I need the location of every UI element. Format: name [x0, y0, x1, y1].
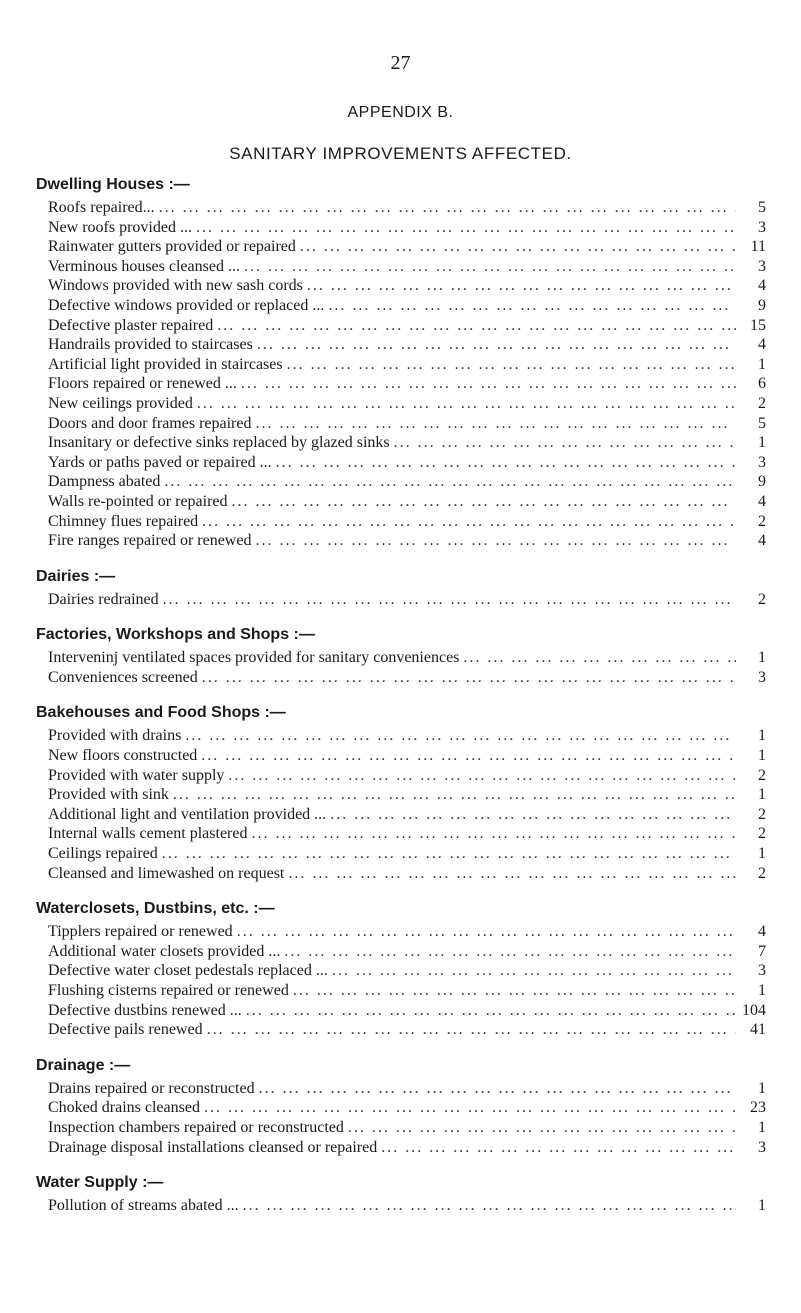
item-label: New ceilings provided: [48, 394, 193, 412]
list-item: [48, 531, 766, 551]
dot-leader: [162, 844, 736, 864]
item-label: Provided with drains: [48, 727, 182, 745]
dot-leader: [330, 805, 736, 825]
item-label: Verminous houses cleansed ...: [48, 257, 240, 275]
dot-leader: [243, 1196, 736, 1216]
list-item: [48, 766, 766, 786]
dot-leader: [173, 785, 736, 805]
item-count: 9: [758, 296, 766, 314]
item-label: Insanitary or defective sinks replaced by glazed sinks: [48, 434, 390, 452]
item-count: 1: [758, 355, 766, 373]
section-heading: Dwelling Houses :—: [36, 176, 190, 193]
item-label: Internal walls cement plastered: [48, 825, 248, 843]
item-label: Defective plaster repaired: [48, 316, 214, 334]
item-count: 4: [758, 336, 766, 354]
item-label: Windows provided with new sash cords: [48, 277, 303, 295]
item-label: Provided with sink: [48, 786, 169, 804]
item-label: Roofs repaired...: [48, 199, 155, 216]
item-label: Conveniences screened: [48, 668, 198, 686]
dot-leader: [204, 1098, 736, 1118]
item-count: 2: [758, 825, 766, 843]
section: [36, 700, 766, 883]
item-count: 4: [758, 277, 766, 295]
item-label: Fire ranges repaired or renewed: [48, 532, 252, 550]
list-item: [48, 433, 766, 453]
appendix-heading: APPENDIX B.: [347, 104, 454, 121]
item-label: Choked drains cleansed: [48, 1099, 200, 1117]
item-count: 7: [758, 942, 766, 960]
list-item: [48, 374, 766, 394]
dot-leader: [255, 531, 736, 551]
item-count: 4: [758, 923, 766, 941]
list-item: [48, 981, 766, 1001]
list-item: [48, 237, 766, 257]
dot-leader: [202, 668, 736, 688]
list-item: [48, 1001, 766, 1021]
item-count: 2: [758, 766, 766, 784]
item-label: Inspection chambers repaired or reconstructed: [48, 1118, 344, 1136]
item-count: 1: [758, 1197, 766, 1215]
item-label: Handrails provided to staircases: [48, 336, 253, 354]
item-label: Defective windows provided or replaced ...: [48, 296, 325, 314]
dot-leader: [255, 414, 736, 434]
item-label: Walls re-pointed or repaired: [48, 492, 228, 510]
item-count: 2: [758, 805, 766, 823]
item-label: Floors repaired or renewed ...: [48, 375, 237, 393]
dot-leader: [332, 961, 736, 981]
dot-leader: [293, 981, 736, 1001]
dot-leader: [381, 1138, 736, 1158]
list-item: [48, 844, 766, 864]
list-item: [48, 590, 766, 610]
item-label: Cleansed and limewashed on request: [48, 864, 285, 882]
section-heading: Factories, Workshops and Shops :—: [36, 626, 315, 644]
item-count: 4: [758, 492, 766, 510]
dot-leader: [284, 942, 736, 962]
item-label: Tipplers repaired or renewed: [48, 923, 233, 941]
item-count: 3: [758, 962, 766, 980]
dot-leader: [463, 648, 736, 668]
item-label: Additional water closets provided ...: [48, 942, 281, 960]
item-count: 6: [758, 375, 766, 393]
dot-leader: [276, 453, 736, 473]
section: [36, 622, 766, 687]
dot-leader: [307, 276, 736, 296]
list-item: [48, 1079, 766, 1099]
list-item: [48, 257, 766, 277]
dot-leader: [300, 237, 736, 257]
section: [36, 1170, 766, 1216]
list-item: [48, 1020, 766, 1040]
list-item: [48, 276, 766, 296]
item-count: 2: [758, 394, 766, 412]
item-label: Flushing cisterns repaired or renewed: [48, 982, 289, 999]
list-item: [48, 1118, 766, 1138]
item-count: 3: [758, 1138, 766, 1156]
dot-leader: [288, 864, 736, 884]
dot-leader: [257, 335, 736, 355]
list-item: [48, 335, 766, 355]
dot-leader: [201, 746, 736, 766]
item-label: Pollution of streams abated ...: [48, 1197, 239, 1215]
improvements-list: [36, 172, 766, 1229]
list-item: [48, 1098, 766, 1118]
item-label: Rainwater gutters provided or repaired: [48, 238, 296, 256]
list-item: [48, 512, 766, 532]
list-item: [48, 648, 766, 668]
item-count: 9: [758, 473, 766, 491]
item-label: Defective pails renewed: [48, 1021, 203, 1039]
item-count: 2: [758, 864, 766, 882]
list-item: [48, 1138, 766, 1158]
list-item: [48, 1196, 766, 1216]
item-count: 3: [758, 668, 766, 686]
dot-leader: [246, 1001, 736, 1021]
page-title: SANITARY IMPROVEMENTS AFFECTED.: [229, 144, 572, 163]
dot-leader: [328, 296, 736, 316]
item-label: Dampness abated: [48, 473, 161, 491]
list-item: [48, 961, 766, 981]
list-item: [48, 824, 766, 844]
dot-leader: [241, 374, 736, 394]
list-item: [48, 726, 766, 746]
item-label: New floors constructed: [48, 747, 198, 765]
list-item: [48, 355, 766, 375]
list-item: [48, 746, 766, 766]
item-label: New roofs provided ...: [48, 218, 192, 236]
dot-leader: [232, 492, 736, 512]
item-label: Provided with water supply: [48, 766, 225, 784]
section-heading: Water Supply :—: [36, 1174, 164, 1192]
list-item: [48, 453, 766, 473]
dot-leader: [348, 1118, 736, 1138]
list-item: [48, 414, 766, 434]
page-number: 27: [390, 52, 411, 74]
list-item: [48, 316, 766, 336]
dot-leader: [394, 433, 736, 453]
list-item: [48, 864, 766, 884]
dot-leader: [163, 590, 736, 610]
list-item: [48, 296, 766, 316]
dot-leader: [237, 922, 736, 942]
item-label: Ceilings repaired: [48, 845, 158, 863]
list-item: [48, 492, 766, 512]
item-label: Yards or paths paved or repaired ...: [48, 453, 272, 471]
section: [36, 172, 766, 551]
list-item: [48, 942, 766, 962]
item-count: 1: [758, 747, 766, 765]
item-count: 1: [758, 649, 766, 667]
item-count: 23: [750, 1099, 766, 1117]
list-item: [48, 805, 766, 825]
item-count: 1: [758, 727, 766, 745]
item-count: 3: [758, 218, 766, 236]
dot-leader: [244, 257, 736, 277]
item-label: Defective dustbins renewed ...: [48, 1001, 242, 1019]
dot-leader: [287, 355, 736, 375]
item-count: 1: [758, 982, 766, 999]
dot-leader: [251, 824, 736, 844]
list-item: [48, 785, 766, 805]
item-count: 2: [758, 512, 766, 530]
item-count: 5: [758, 414, 766, 432]
section-heading: Drainage :—: [36, 1056, 131, 1074]
item-count: 5: [758, 199, 766, 216]
item-label: Chimney flues repaired: [48, 512, 199, 530]
item-count: 4: [758, 532, 766, 550]
section: [36, 896, 766, 1040]
item-count: 2: [758, 590, 766, 608]
item-count: 15: [750, 316, 766, 334]
dot-leader: [197, 394, 736, 414]
list-item: [48, 922, 766, 942]
item-count: 104: [742, 1001, 766, 1019]
item-label: Drainage disposal installations cleansed or repaired: [48, 1138, 378, 1156]
item-label: Additional light and ventilation provided ...: [48, 805, 327, 823]
item-label: Defective water closet pedestals replaced ...: [48, 962, 328, 980]
section: [36, 1053, 766, 1157]
item-count: 1: [758, 1079, 766, 1097]
item-label: Interveninj ventilated spaces provided for sanitary conveniences: [48, 649, 460, 667]
item-count: 3: [758, 453, 766, 471]
section-heading: Bakehouses and Food Shops :—: [36, 704, 286, 722]
dot-leader: [217, 316, 736, 336]
item-count: 1: [758, 1118, 766, 1136]
item-count: 1: [758, 845, 766, 863]
section: [36, 564, 766, 610]
item-count: 1: [758, 434, 766, 452]
item-count: 11: [750, 238, 766, 256]
item-count: 1: [758, 786, 766, 804]
section-heading: Dairies :—: [36, 567, 116, 585]
list-item: [48, 198, 766, 218]
dot-leader: [259, 1079, 736, 1099]
item-label: Drains repaired or reconstructed: [48, 1079, 255, 1097]
dot-leader: [159, 198, 736, 218]
dot-leader: [164, 472, 736, 492]
dot-leader: [228, 766, 736, 786]
dot-leader: [202, 512, 736, 532]
item-label: Dairies redrained: [48, 590, 159, 608]
item-label: Doors and door frames repaired: [48, 414, 252, 432]
list-item: [48, 218, 766, 238]
item-count: 3: [758, 257, 766, 275]
section-heading: Waterclosets, Dustbins, etc. :—: [36, 900, 275, 918]
list-item: [48, 472, 766, 492]
dot-leader: [185, 726, 736, 746]
list-item: [48, 394, 766, 414]
list-item: [48, 668, 766, 688]
item-label: Artificial light provided in staircases: [48, 355, 283, 373]
dot-leader: [196, 218, 736, 238]
item-count: 41: [750, 1021, 766, 1039]
dot-leader: [207, 1020, 736, 1040]
